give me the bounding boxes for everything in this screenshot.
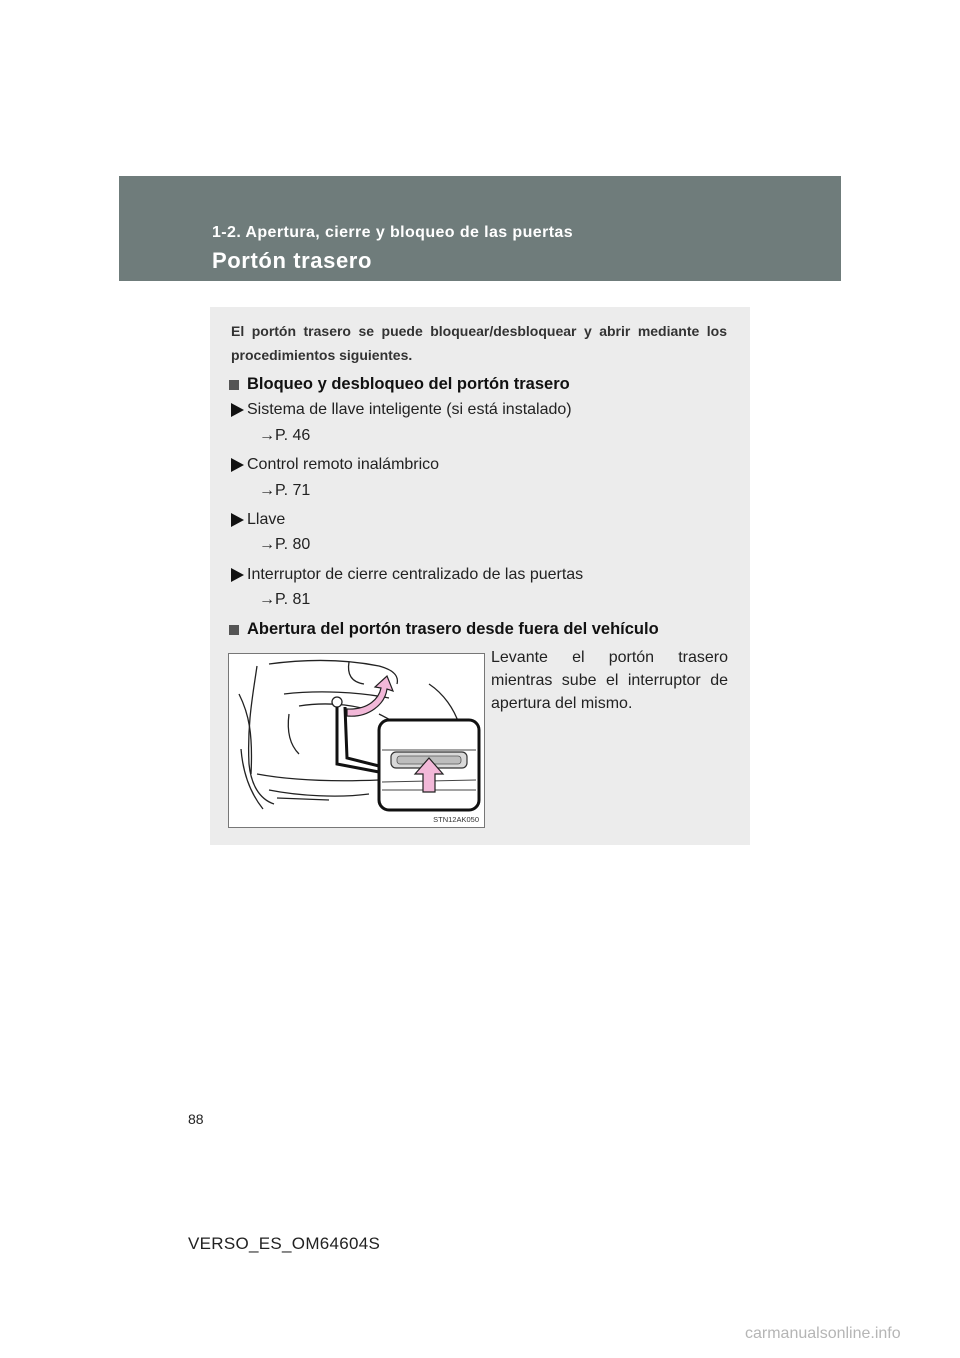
page-title: Portón trasero — [212, 248, 372, 273]
subheading-label: Abertura del portón trasero desde fuera del vehículo — [247, 620, 659, 638]
figure-code: STN12AK050 — [433, 815, 479, 824]
subheading-label: Bloqueo y desbloqueo del portón trasero — [247, 375, 570, 393]
section-label: 1-2. Apertura, cierre y bloqueo de las puertas — [212, 224, 574, 241]
list-item — [231, 511, 285, 529]
page-reference-link[interactable]: →P. 81 — [259, 591, 311, 608]
subheading-lock-unlock — [229, 375, 570, 394]
triangle-bullet-icon — [231, 513, 244, 527]
tailgate-drawing — [229, 654, 484, 827]
list-item — [231, 566, 583, 584]
subheading-open-outside — [229, 620, 659, 639]
page-reference-link[interactable]: →P. 71 — [259, 482, 311, 499]
instruction-text: Levante el portón trasero mientras sube el interruptor de apertura del mismo. — [491, 649, 728, 712]
triangle-bullet-icon — [231, 403, 244, 417]
list-item-label: Llave — [247, 511, 286, 528]
list-item-label: Control remoto inalámbrico — [247, 456, 440, 473]
triangle-bullet-icon — [231, 568, 244, 582]
list-item-label: Interruptor de cierre centralizado de las puertas — [247, 566, 584, 583]
lift-arrow-icon — [347, 676, 393, 716]
content-panel — [210, 307, 750, 845]
intro-text: El portón trasero se puede bloquear/desbloquear y abrir mediante los procedimientos siguientes. — [231, 323, 727, 363]
document-code: VERSO_ES_OM64604S — [188, 1234, 381, 1253]
page-number: 88 — [188, 1111, 204, 1127]
page-reference-link[interactable]: →P. 80 — [259, 536, 311, 553]
square-bullet-icon — [229, 625, 239, 635]
square-bullet-icon — [229, 380, 239, 390]
section-header — [119, 176, 841, 281]
triangle-bullet-icon — [231, 458, 244, 472]
list-item-label: Sistema de llave inteligente (si está instalado) — [247, 401, 572, 418]
list-item — [231, 401, 572, 419]
tailgate-illustration — [228, 653, 485, 828]
watermark: carmanualsonline.info — [745, 1325, 901, 1342]
page-reference-link[interactable]: →P. 46 — [259, 427, 311, 444]
list-item — [231, 456, 439, 474]
